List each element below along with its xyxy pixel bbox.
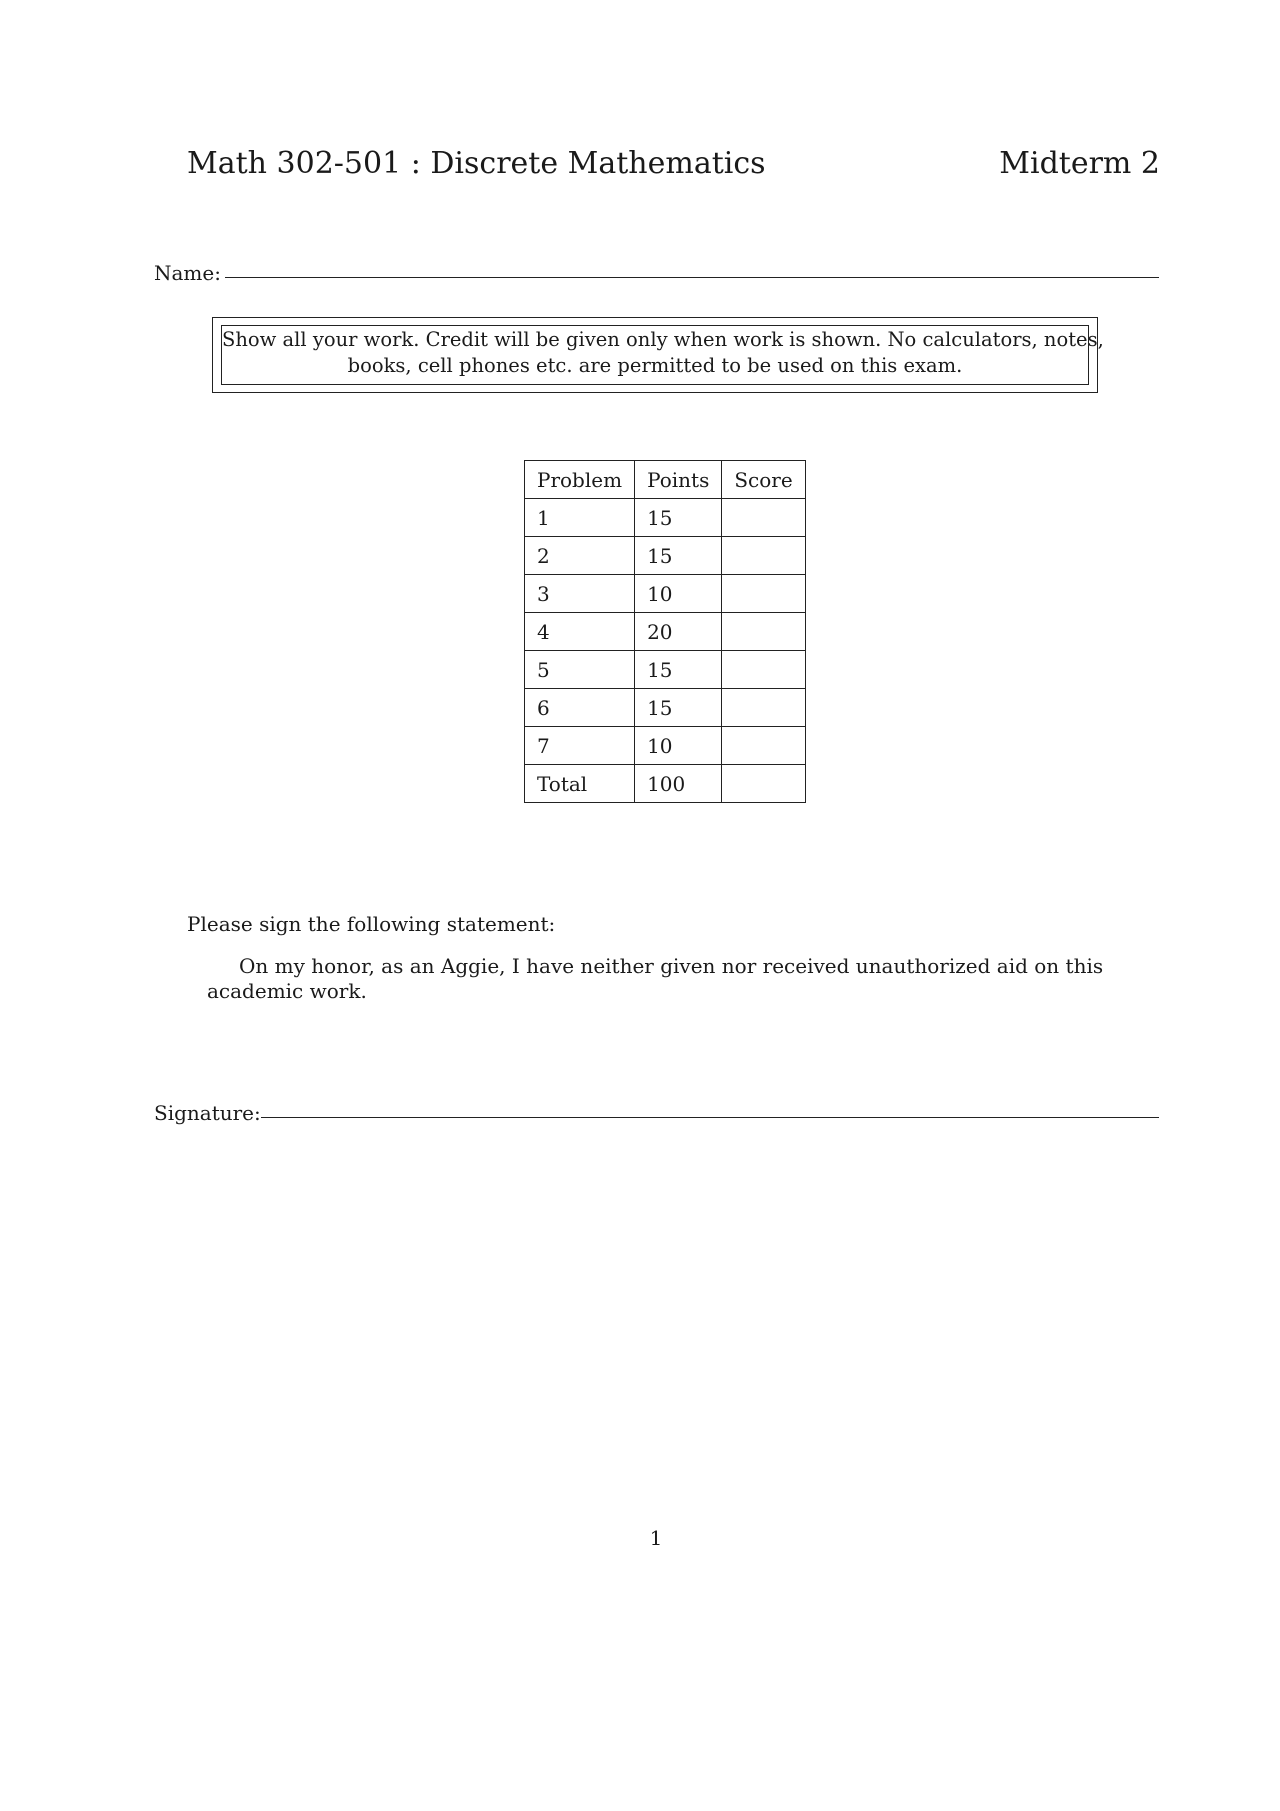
score-cell[interactable] <box>722 651 805 689</box>
table-row <box>525 651 806 689</box>
table-row-total <box>525 765 806 803</box>
course-title: Math 302-501 : Discrete Mathematics <box>187 146 766 181</box>
honor-statement: On my honor, as an Aggie, I have neither given nor received unauthorized aid on this academic work. <box>207 954 1104 1003</box>
signature-label: Signature: <box>154 1101 261 1125</box>
score-cell[interactable] <box>722 727 805 765</box>
problem-cell: 3 <box>525 575 635 613</box>
score-table <box>524 460 806 803</box>
problem-cell: 6 <box>525 689 635 727</box>
page-number: 1 <box>649 1526 663 1550</box>
points-cell: 15 <box>635 537 722 575</box>
table-row <box>525 613 806 651</box>
table-row <box>525 537 806 575</box>
points-cell: 10 <box>635 575 722 613</box>
problem-cell: Total <box>525 765 635 803</box>
exam-title: Midterm 2 <box>999 146 1160 181</box>
problem-cell: 4 <box>525 613 635 651</box>
signature-line[interactable] <box>261 1117 1159 1118</box>
points-cell: 10 <box>635 727 722 765</box>
table-row <box>525 689 806 727</box>
header-points: Points <box>635 461 722 499</box>
points-cell: 15 <box>635 499 722 537</box>
name-label: Name: <box>154 261 221 285</box>
score-cell[interactable] <box>722 765 805 803</box>
header-score: Score <box>722 461 805 499</box>
header-problem: Problem <box>525 461 635 499</box>
table-row <box>525 727 806 765</box>
points-cell: 100 <box>635 765 722 803</box>
name-line[interactable] <box>225 277 1159 278</box>
problem-cell: 1 <box>525 499 635 537</box>
points-cell: 15 <box>635 689 722 727</box>
score-cell[interactable] <box>722 575 805 613</box>
score-table-header <box>525 461 806 499</box>
points-cell: 15 <box>635 651 722 689</box>
instructions-line-2: books, cell phones etc. are permitted to be used on this exam. <box>347 354 963 377</box>
problem-cell: 2 <box>525 537 635 575</box>
points-cell: 20 <box>635 613 722 651</box>
table-row <box>525 499 806 537</box>
instructions-box <box>212 317 1104 393</box>
table-row <box>525 575 806 613</box>
score-cell[interactable] <box>722 613 805 651</box>
score-cell[interactable] <box>722 689 805 727</box>
sign-prompt: Please sign the following statement: <box>187 912 556 936</box>
instructions-line-1: Show all your work. Credit will be given only when work is shown. No calculators, notes, <box>222 328 1104 351</box>
score-cell[interactable] <box>722 499 805 537</box>
problem-cell: 7 <box>525 727 635 765</box>
instructions-text <box>221 325 1104 385</box>
score-cell[interactable] <box>722 537 805 575</box>
problem-cell: 5 <box>525 651 635 689</box>
